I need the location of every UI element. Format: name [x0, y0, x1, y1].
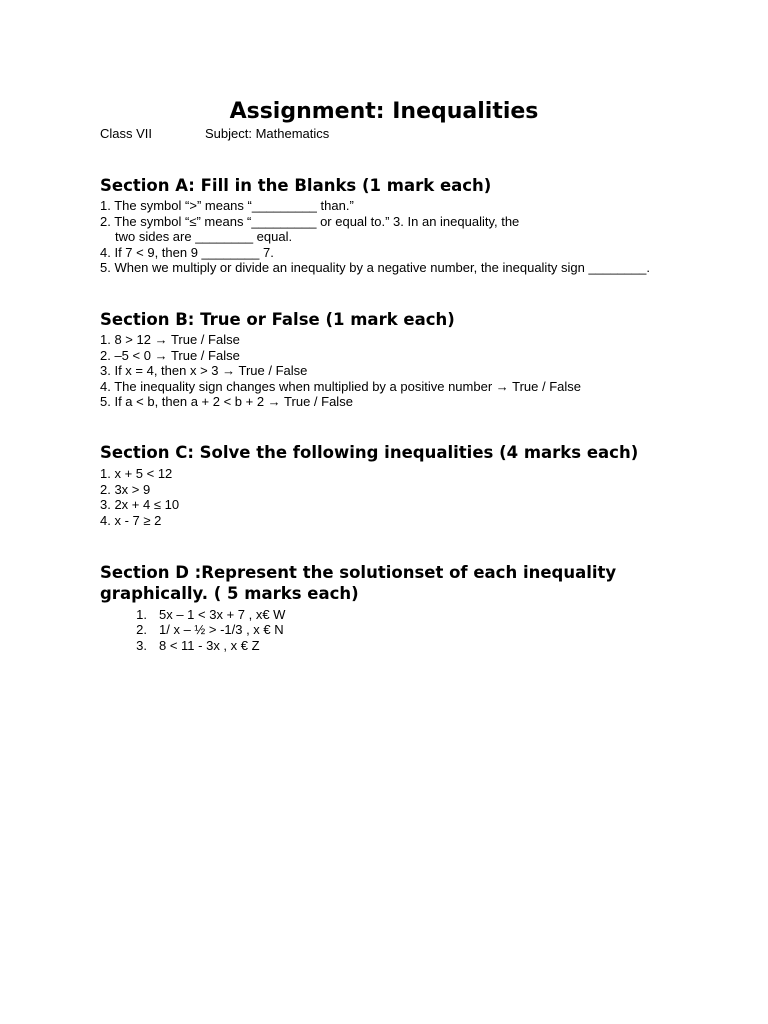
section-b-heading: Section B: True or False (1 mark each) — [100, 310, 455, 329]
list-item: 1. x + 5 < 12 — [100, 466, 173, 481]
item-number: 1. — [136, 607, 147, 622]
subject-label: Subject: Mathematics — [205, 126, 330, 141]
section-c-list — [100, 466, 720, 528]
item-text: 8 < 11 - 3x , x € Z — [159, 637, 260, 653]
list-item — [100, 622, 285, 637]
list-item: 5. When we multiply or divide an inequality by a negative number, the inequality sign ________. — [100, 260, 650, 276]
list-item — [100, 607, 285, 622]
list-item: 5. If a < b, then a + 2 < b + 2 → True / False — [100, 394, 353, 410]
class-label: Class VII — [100, 126, 153, 141]
list-item: 1. 8 > 12 → True / False — [100, 332, 240, 347]
list-item: 3. 2x + 4 ≤ 10 — [100, 497, 180, 513]
list-item — [100, 638, 285, 653]
section-a-heading: Section A: Fill in the Blanks (1 mark each) — [100, 176, 492, 195]
item-text: 5x – 1 < 3x + 7 , x€ W — [159, 607, 286, 622]
item-text: 1/ x – ½ > -1/3 , x € N — [159, 622, 284, 638]
list-item: 3. If x = 4, then x > 3 → True / False — [100, 363, 308, 379]
item-number: 2. — [136, 622, 147, 638]
list-item — [100, 229, 720, 245]
list-item: 2. The symbol “≤” means “_________ or equal to.” 3. In an inequality, the — [100, 213, 520, 229]
section-d-heading — [100, 562, 660, 604]
page-title: Assignment: Inequalities — [229, 99, 539, 124]
section-d-list — [100, 607, 285, 653]
item-number: 3. — [136, 637, 147, 653]
section-a-list — [100, 198, 720, 276]
section-d-heading-line2: graphically. ( 5 marks each) — [100, 584, 359, 603]
list-item: 4. The inequality sign changes when multiplied by a positive number → True / False — [100, 378, 582, 394]
section-d-heading-line1: Section D :Represent the solutionset of each inequality — [100, 563, 617, 582]
list-item: 2. 3x > 9 — [100, 481, 151, 497]
list-item-continuation: two sides are ________ equal. — [115, 229, 293, 245]
list-item: 4. x - 7 ≥ 2 — [100, 512, 162, 528]
list-item: 2. –5 < 0 → True / False — [100, 347, 240, 363]
list-item: 4. If 7 < 9, then 9 ________ 7. — [100, 244, 274, 260]
section-b-list — [100, 332, 720, 410]
list-item: 1. The symbol “>” means “_________ than.” — [100, 198, 354, 213]
section-c-heading: Section C: Solve the following inequalities (4 marks each) — [100, 443, 639, 462]
